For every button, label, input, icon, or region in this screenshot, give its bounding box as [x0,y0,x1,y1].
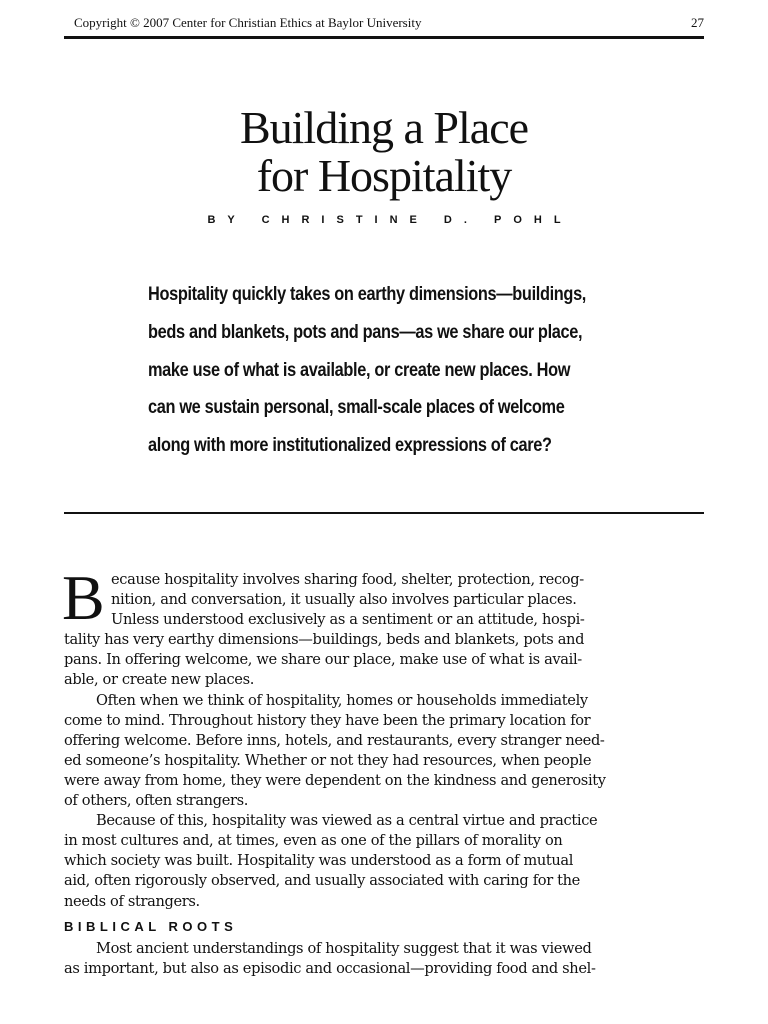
section-divider [64,512,704,514]
paragraph-2 [64,691,714,812]
body-line: Because of this, hospitality was viewed as a central virtue and practice [96,812,598,830]
body-line: ecause hospitality involves sharing food, shelter, protection, recog- [111,571,584,588]
article-title-line-2: for Hospitality [256,150,512,201]
lead-line: along with more institutionalized expressions of care? [148,435,552,457]
body-line: able, or create new places. [64,671,255,689]
lead-line: beds and blankets, pots and pans—as we share our place, [148,321,583,343]
article-body [62,562,714,979]
section-subhead: BIBLICAL ROOTS [64,918,238,934]
body-line: needs of strangers. [64,892,200,910]
paragraph-3 [64,811,714,911]
page-number: 27 [691,15,704,30]
body-line: aid, often rigorously observed, and usually associated with caring for the [64,872,580,890]
body-line: in most cultures and, at times, even as one of the pillars of morality on [64,832,563,850]
body-line: pans. In offering welcome, we share our place, make use of what is avail- [64,651,582,669]
drop-cap: B [62,562,105,633]
body-line: ed someone’s hospitality. Whether or not they had resources, when people [64,751,592,769]
article-title-block [0,104,768,226]
body-line: nition, and conversation, it usually also involves particular places. [111,591,577,609]
article-title-line-1: Building a Place [239,102,529,153]
body-line: were away from home, they were dependent on the kindness and generosity [64,771,606,789]
body-line: tality has very earthy dimensions—buildings, beds and blankets, pots and [64,631,585,649]
lead-line: make use of what is available, or create new places. How [148,359,571,381]
paragraph-1 [62,562,714,691]
body-line: Most ancient understandings of hospitality suggest that it was viewed [96,939,592,957]
paragraph-4 [64,939,714,979]
body-line: of others, often strangers. [64,792,249,810]
body-line: come to mind. Throughout history they have been the primary location for [64,711,591,729]
body-line: Often when we think of hospitality, homes or households immediately [96,691,588,709]
lead-line: can we sustain personal, small-scale places of welcome [148,397,565,419]
body-line: Unless understood exclusively as a sentiment or an attitude, hospi- [111,611,585,629]
running-header [64,10,704,39]
body-line: offering welcome. Before inns, hotels, and restaurants, every stranger need- [64,731,605,749]
body-line: as important, but also as episodic and occasional—providing food and shel- [64,959,596,977]
body-line: which society was built. Hospitality was understood as a form of mutual [64,852,574,870]
lead-line: Hospitality quickly takes on earthy dimensions—buildings, [148,284,587,305]
copyright-notice: Copyright © 2007 Center for Christian Ethics at Baylor University [74,15,422,30]
byline: BY CHRISTINE D. POHL [207,214,573,226]
lead-paragraph [148,276,587,465]
